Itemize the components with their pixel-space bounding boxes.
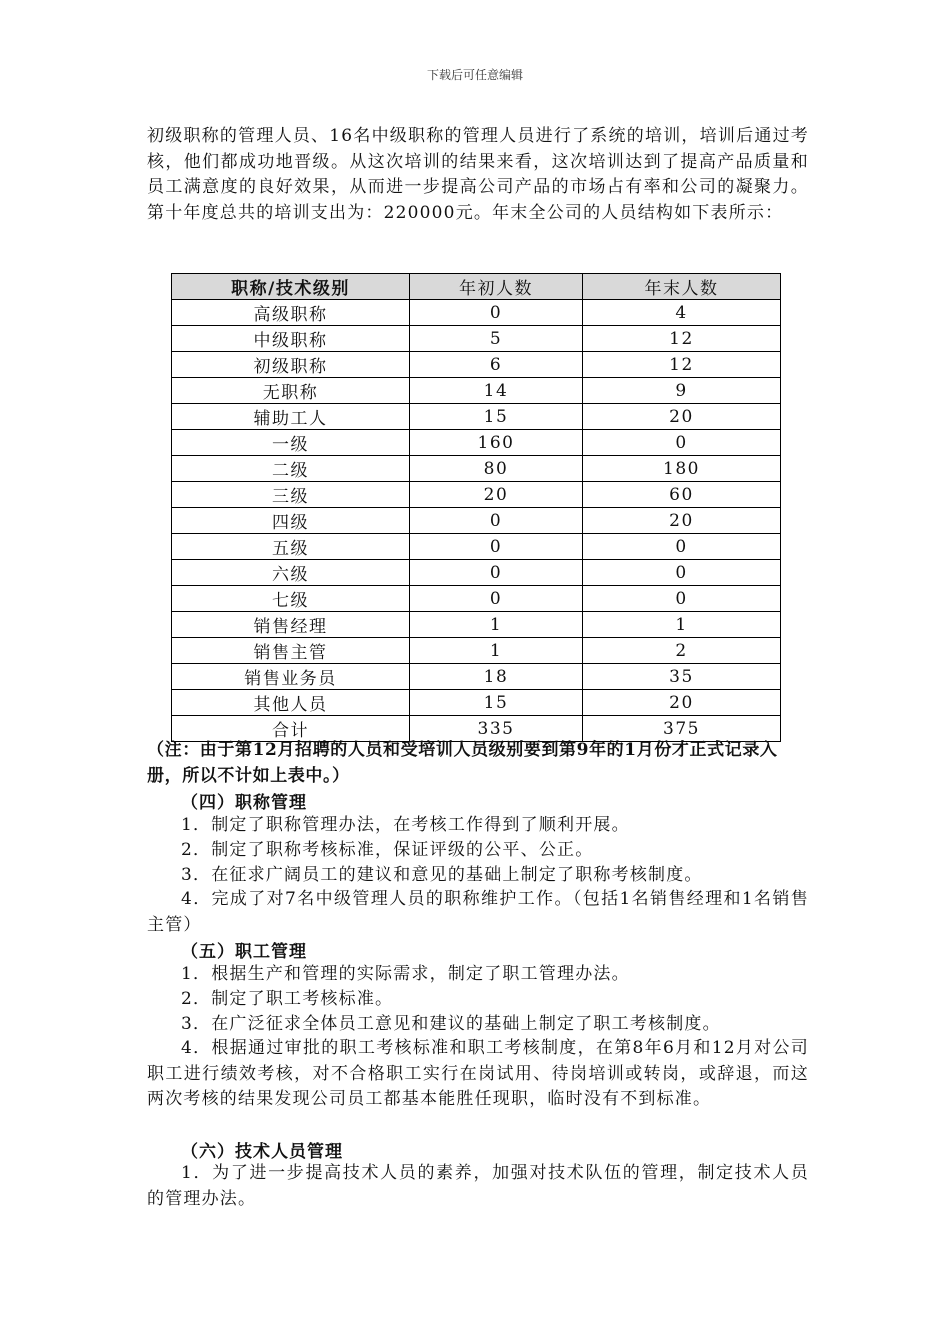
- section6-title: （六）技术人员管理: [181, 1142, 343, 1162]
- section5-item-2: 2．制定了职工考核标准。: [181, 989, 394, 1009]
- table-row: [172, 326, 781, 352]
- cell-year-start: 18: [410, 664, 583, 690]
- cell-year-end: 60: [583, 482, 781, 508]
- cell-year-end: 180: [583, 456, 781, 482]
- section5-title: （五）职工管理: [181, 942, 307, 962]
- section4-item-3: 3．在征求广阔员工的建议和意见的基础上制定了职称考核制度。: [181, 865, 703, 885]
- cell-year-end: 375: [583, 716, 781, 742]
- cell-year-start: 0: [410, 560, 583, 586]
- cell-year-start: 0: [410, 534, 583, 560]
- cell-title-level: 一级: [172, 430, 410, 456]
- cell-title-level: 其他人员: [172, 690, 410, 716]
- table-row: [172, 664, 781, 690]
- section5-item-1: 1．根据生产和管理的实际需求，制定了职工管理办法。: [181, 964, 630, 984]
- table-row: [172, 638, 781, 664]
- table-row: [172, 378, 781, 404]
- intro-paragraph: 初级职称的管理人员、16名中级职称的管理人员进行了系统的培训，培训后通过考核，他们都成功地晋级。从这次培训的结果来看，这次培训达到了提高产品质量和员工满意度的良好效果，从而进一步提高公司产品的市场占有率和公司的凝聚力。第十年度总共的培训支出为：220000元。年末全公司的人员结构如下表所示：: [147, 126, 809, 223]
- cell-year-end: 0: [583, 560, 781, 586]
- section5-item-3: 3．在广泛征求全体员工意见和建议的基础上制定了职工考核制度。: [181, 1014, 721, 1034]
- cell-year-end: 2: [583, 638, 781, 664]
- cell-title-level: 高级职称: [172, 300, 410, 326]
- table-row: [172, 612, 781, 638]
- cell-year-end: 9: [583, 378, 781, 404]
- table-row: [172, 690, 781, 716]
- cell-year-end: 35: [583, 664, 781, 690]
- table-row: [172, 508, 781, 534]
- staff-structure-table: [171, 273, 781, 742]
- section5-item-4: 4．根据通过审批的职工考核标准和职工考核制度，在第8年6月和12月对公司职工进行绩效考核，对不合格职工实行在岗试用、待岗培训或转岗，或辞退，而这两次考核的结果发现公司员工都基本能胜任现职，临时没有不到标准。: [147, 1038, 809, 1110]
- cell-title-level: 无职称: [172, 378, 410, 404]
- cell-year-start: 80: [410, 456, 583, 482]
- cell-year-start: 0: [410, 508, 583, 534]
- cell-year-start: 20: [410, 482, 583, 508]
- cell-year-start: 0: [410, 300, 583, 326]
- cell-year-end: 20: [583, 404, 781, 430]
- cell-title-level: 五级: [172, 534, 410, 560]
- table-header-row: [172, 274, 781, 300]
- table-note: （注：由于第12月招聘的人员和受培训人员级别要到第9年的1月份才正式记录入册，所以不计如上表中。）: [147, 740, 778, 786]
- table-row: [172, 560, 781, 586]
- cell-year-start: 160: [410, 430, 583, 456]
- cell-year-end: 20: [583, 508, 781, 534]
- cell-year-start: 14: [410, 378, 583, 404]
- cell-year-start: 335: [410, 716, 583, 742]
- header-title-level: 职称/技术级别: [172, 274, 410, 300]
- cell-year-end: 12: [583, 326, 781, 352]
- cell-title-level: 三级: [172, 482, 410, 508]
- cell-title-level: 二级: [172, 456, 410, 482]
- cell-title-level: 销售主管: [172, 638, 410, 664]
- section4-item-1: 1．制定了职称管理办法，在考核工作得到了顺利开展。: [181, 815, 630, 835]
- table-row: [172, 482, 781, 508]
- cell-year-start: 15: [410, 690, 583, 716]
- cell-year-start: 15: [410, 404, 583, 430]
- table-row: [172, 534, 781, 560]
- cell-year-start: 5: [410, 326, 583, 352]
- cell-title-level: 合计: [172, 716, 410, 742]
- cell-year-end: 0: [583, 586, 781, 612]
- cell-year-start: 1: [410, 638, 583, 664]
- table-row: [172, 300, 781, 326]
- cell-title-level: 六级: [172, 560, 410, 586]
- cell-year-end: 0: [583, 430, 781, 456]
- cell-year-start: 0: [410, 586, 583, 612]
- cell-title-level: 七级: [172, 586, 410, 612]
- page-header: 下载后可任意编辑: [426, 68, 523, 82]
- header-year-end: 年末人数: [583, 274, 781, 300]
- cell-year-end: 0: [583, 534, 781, 560]
- cell-year-start: 1: [410, 612, 583, 638]
- section4-item-4: 4．完成了对7名中级管理人员的职称维护工作。（包括1名销售经理和1名销售主管）: [147, 889, 809, 935]
- cell-year-end: 1: [583, 612, 781, 638]
- section6-item-1: 1．为了进一步提高技术人员的素养，加强对技术队伍的管理，制定技术人员的管理办法。: [147, 1163, 809, 1209]
- table-row: [172, 430, 781, 456]
- cell-title-level: 初级职称: [172, 352, 410, 378]
- cell-year-end: 20: [583, 690, 781, 716]
- cell-year-end: 4: [583, 300, 781, 326]
- header-year-start: 年初人数: [410, 274, 583, 300]
- table-row: [172, 456, 781, 482]
- cell-title-level: 销售经理: [172, 612, 410, 638]
- table-row: [172, 404, 781, 430]
- cell-title-level: 中级职称: [172, 326, 410, 352]
- table-row: [172, 586, 781, 612]
- cell-year-start: 6: [410, 352, 583, 378]
- section4-title: （四）职称管理: [181, 793, 307, 813]
- cell-title-level: 四级: [172, 508, 410, 534]
- cell-title-level: 辅助工人: [172, 404, 410, 430]
- section4-item-2: 2．制定了职称考核标准，保证评级的公平、公正。: [181, 840, 594, 860]
- table-row: [172, 352, 781, 378]
- cell-year-end: 12: [583, 352, 781, 378]
- cell-title-level: 销售业务员: [172, 664, 410, 690]
